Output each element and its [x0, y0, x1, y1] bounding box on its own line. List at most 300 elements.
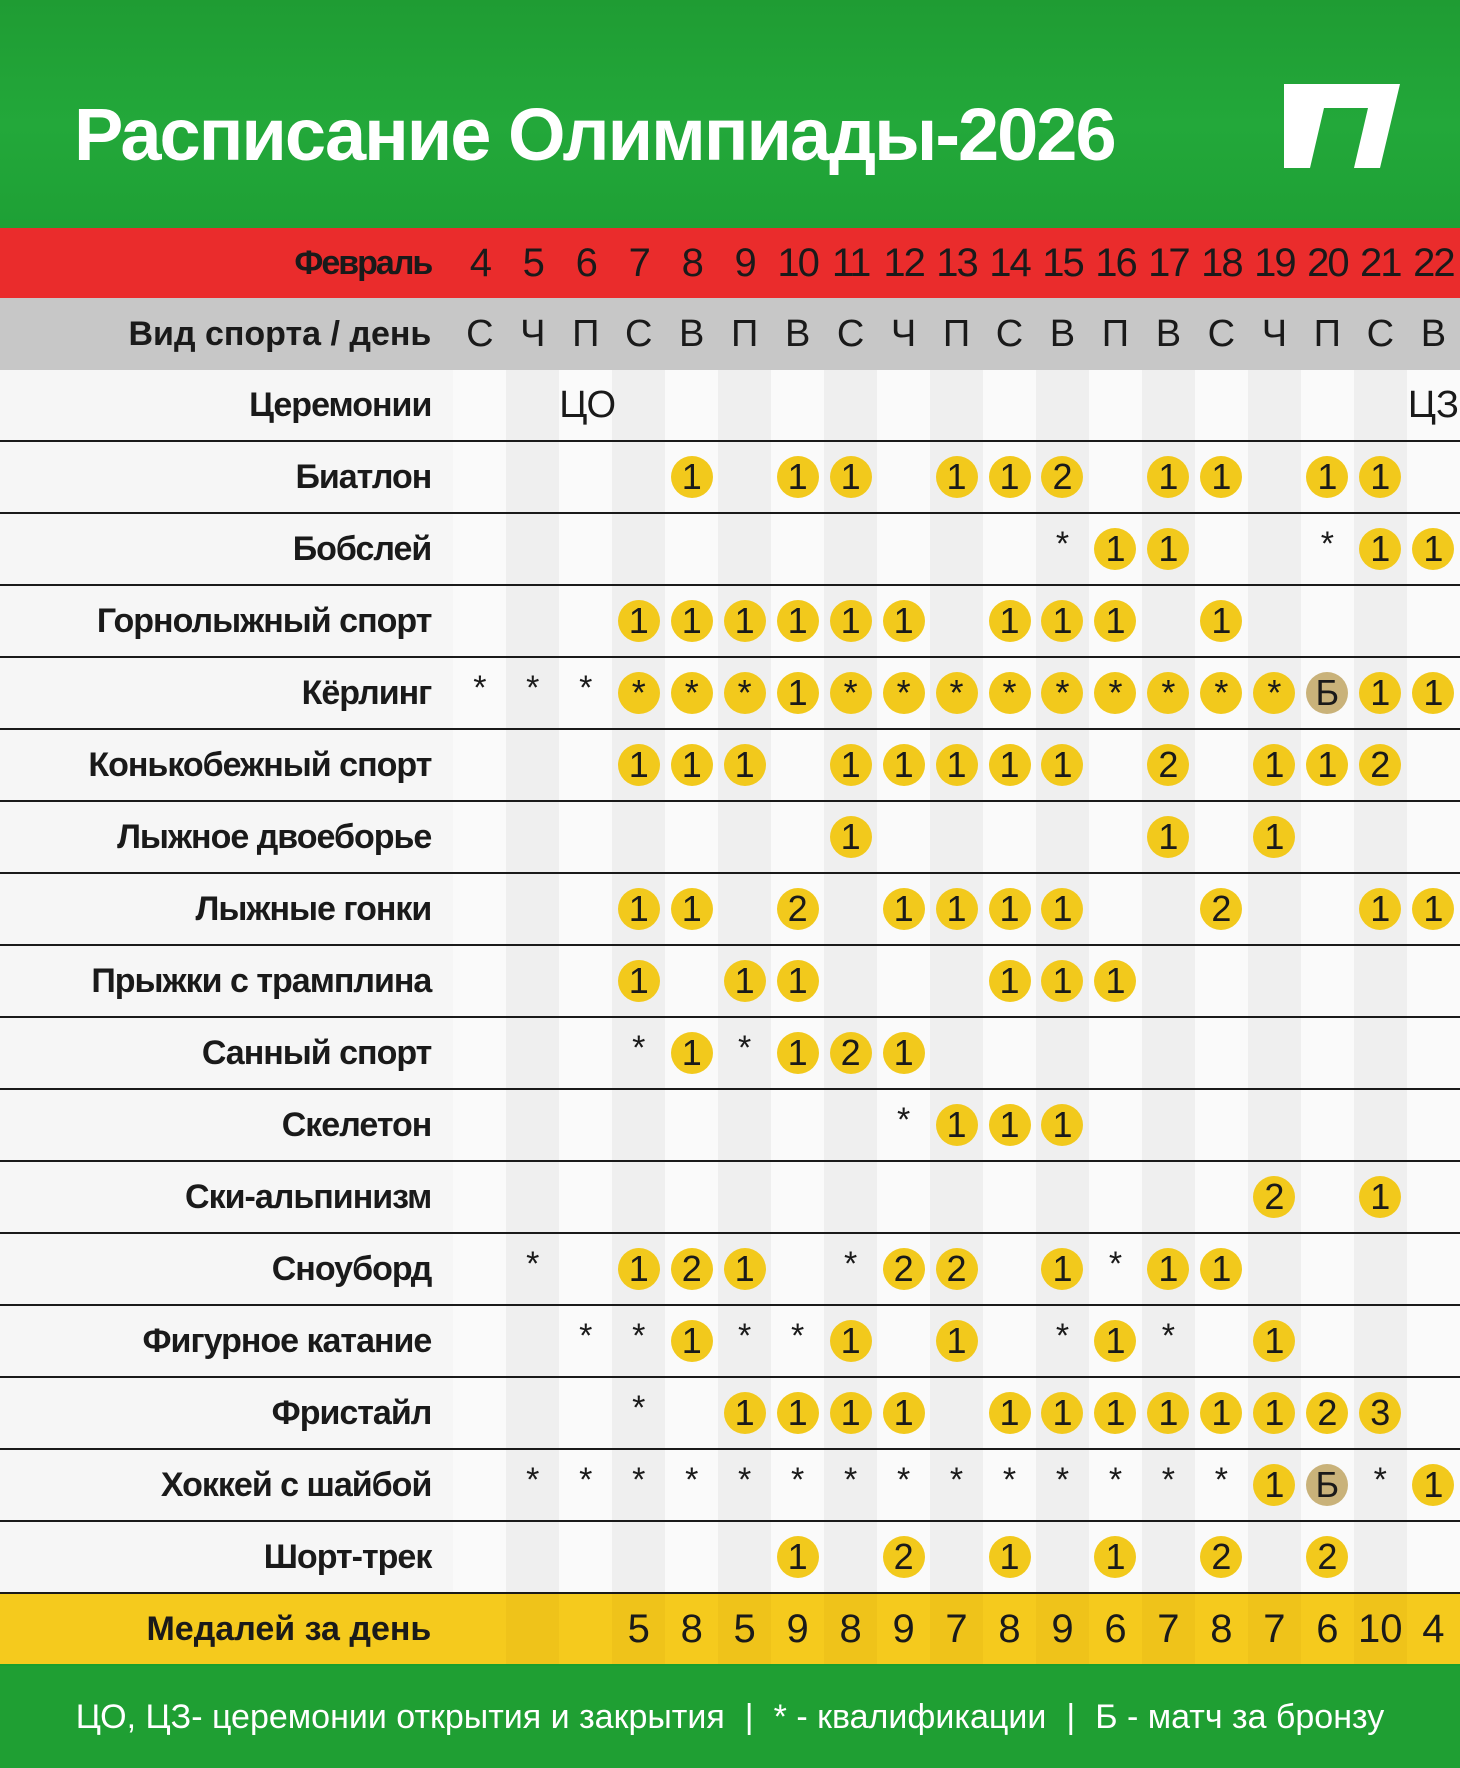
medal-count: 1: [1041, 1248, 1083, 1290]
qualification-medal-day: *: [1094, 672, 1136, 714]
total-cell: 8: [1195, 1593, 1248, 1664]
schedule-cell: [1142, 1089, 1195, 1161]
table-row: [0, 441, 1460, 513]
qualification-medal-day: *: [1253, 672, 1295, 714]
legend-ceremonies: ЦО, ЦЗ- церемонии открытия и закрытия: [75, 1697, 725, 1736]
schedule-cell: [1036, 1449, 1089, 1521]
sport-label: Санный спорт: [0, 1017, 453, 1089]
schedule-cell: [1407, 1449, 1460, 1521]
schedule-cell: [453, 1305, 506, 1377]
medal-count: 1: [1041, 888, 1083, 930]
schedule-cell: [930, 873, 983, 945]
schedule-cell: [877, 1233, 930, 1305]
qualification-medal-day: *: [671, 672, 713, 714]
total-cell: 9: [877, 1593, 930, 1664]
schedule-cell: [1301, 1449, 1354, 1521]
medal-count: 1: [883, 744, 925, 786]
schedule-cell: [1142, 585, 1195, 657]
medal-count: 1: [1041, 744, 1083, 786]
schedule-cell: [453, 1377, 506, 1449]
schedule-cell: [1142, 1521, 1195, 1593]
medal-count: 1: [1094, 528, 1136, 570]
qualification-mark: *: [896, 1100, 911, 1139]
schedule-cell: [983, 441, 1036, 513]
schedule-cell: [453, 1449, 506, 1521]
date-cell: 14: [983, 228, 1036, 298]
weekday-cell: С: [453, 298, 506, 370]
qualification-mark: *: [896, 1460, 911, 1499]
medal-count: 1: [1200, 1248, 1242, 1290]
schedule-cell: [1195, 873, 1248, 945]
schedule-cell: [559, 441, 612, 513]
schedule-cell: [1089, 1377, 1142, 1449]
sport-label: Фигурное катание: [0, 1305, 453, 1377]
legend-qualification: * - квалификации: [773, 1697, 1047, 1736]
schedule-cell: [612, 801, 665, 873]
schedule-cell: [1195, 1521, 1248, 1593]
schedule-cell: [1089, 1161, 1142, 1233]
weekday-cell: В: [1036, 298, 1089, 370]
schedule-cell: [1248, 1521, 1301, 1593]
schedule-cell: [559, 945, 612, 1017]
medal-count: 2: [936, 1248, 978, 1290]
schedule-cell: [983, 585, 1036, 657]
medal-count: 1: [1253, 744, 1295, 786]
schedule-cell: [453, 441, 506, 513]
schedule-cell: [1142, 1449, 1195, 1521]
schedule-cell: [1248, 1377, 1301, 1449]
logo-icon: [1284, 84, 1400, 168]
medal-count: 1: [1412, 672, 1454, 714]
qualification-mark: *: [1161, 1316, 1176, 1355]
schedule-cell: [771, 1305, 824, 1377]
schedule-cell: [1195, 1017, 1248, 1089]
weekday-cell: С: [612, 298, 665, 370]
schedule-cell: [930, 729, 983, 801]
date-cell: 7: [612, 228, 665, 298]
schedule-cell: [1354, 801, 1407, 873]
schedule-cell: [1301, 657, 1354, 729]
sport-label: Кёрлинг: [0, 657, 453, 729]
schedule-cell: [824, 873, 877, 945]
weekday-cell: П: [930, 298, 983, 370]
medal-count: 1: [777, 672, 819, 714]
dates-row: [0, 228, 1460, 298]
schedule-cell: [1248, 513, 1301, 585]
table-row: [0, 1521, 1460, 1593]
schedule-cell: [877, 729, 930, 801]
total-cell: 9: [1036, 1593, 1089, 1664]
date-cell: 11: [824, 228, 877, 298]
medal-count: 1: [671, 456, 713, 498]
schedule-cell: [1407, 441, 1460, 513]
date-cell: 9: [718, 228, 771, 298]
schedule-cell: [1248, 1305, 1301, 1377]
schedule-cell: [1301, 1017, 1354, 1089]
schedule-cell: [559, 1521, 612, 1593]
schedule-cell: [612, 1377, 665, 1449]
medal-count: 1: [989, 1104, 1031, 1146]
total-cell: 6: [1089, 1593, 1142, 1664]
schedule-cell: [718, 1521, 771, 1593]
schedule-cell: [930, 801, 983, 873]
schedule-cell: [1142, 513, 1195, 585]
bronze-match: Б: [1306, 672, 1348, 714]
schedule-cell: [824, 1377, 877, 1449]
schedule-cell: [824, 1305, 877, 1377]
schedule-cell: [506, 1089, 559, 1161]
qualification-mark: *: [632, 1316, 646, 1355]
schedule-cell: [1248, 1089, 1301, 1161]
date-cell: 13: [930, 228, 983, 298]
schedule-cell: [824, 801, 877, 873]
schedule-cell: [612, 1521, 665, 1593]
weekday-cell: Ч: [1248, 298, 1301, 370]
schedule-cell: [824, 1449, 877, 1521]
medal-count: 1: [1412, 528, 1454, 570]
schedule-cell: [1036, 945, 1089, 1017]
qualification-mark: *: [1002, 1460, 1017, 1499]
medal-count: 2: [883, 1248, 925, 1290]
schedule-cell: [718, 729, 771, 801]
schedule-cell: [665, 1449, 718, 1521]
schedule-cell: [983, 729, 1036, 801]
qualification-medal-day: *: [1041, 672, 1083, 714]
medal-count: 1: [724, 744, 766, 786]
medal-count: 1: [1412, 888, 1454, 930]
schedule-cell: [1354, 370, 1407, 441]
schedule-cell: [1248, 657, 1301, 729]
medal-count: 1: [618, 600, 660, 642]
schedule-cell: [718, 945, 771, 1017]
schedule-cell: [1407, 1377, 1460, 1449]
schedule-cell: [1195, 1089, 1248, 1161]
schedule-cell: [983, 1449, 1036, 1521]
schedule-cell: [1354, 585, 1407, 657]
schedule-cell: [1195, 1377, 1248, 1449]
medal-count: 1: [671, 1320, 713, 1362]
qualification-mark: *: [632, 1388, 646, 1427]
schedule-cell: [824, 370, 877, 441]
sport-label: Скелетон: [0, 1089, 453, 1161]
schedule-cell: [771, 370, 824, 441]
table-row: [0, 1017, 1460, 1089]
date-cell: 16: [1089, 228, 1142, 298]
weekday-cell: В: [771, 298, 824, 370]
schedule-cell: [612, 585, 665, 657]
date-cell: 22: [1407, 228, 1460, 298]
total-cell: 8: [665, 1593, 718, 1664]
qualification-mark: *: [843, 1244, 858, 1283]
qualification-mark: *: [1108, 1460, 1123, 1499]
legend: [0, 1666, 1460, 1768]
total-cell: 5: [718, 1593, 771, 1664]
schedule-cell: [1089, 513, 1142, 585]
qualification-mark: *: [526, 668, 540, 707]
date-cell: 12: [877, 228, 930, 298]
qualification-mark: *: [473, 668, 487, 707]
schedule-cell: [718, 873, 771, 945]
schedule-cell: [665, 873, 718, 945]
medal-count: 1: [936, 888, 978, 930]
sport-label: Лыжные гонки: [0, 873, 453, 945]
schedule-cell: [612, 513, 665, 585]
medal-count: 1: [777, 456, 819, 498]
medal-count: 1: [1094, 1320, 1136, 1362]
schedule-cell: [1354, 945, 1407, 1017]
schedule-cell: [1036, 1233, 1089, 1305]
medal-count: 1: [1094, 600, 1136, 642]
schedule-cell: [1089, 370, 1142, 441]
schedule-cell: [559, 873, 612, 945]
date-cell: 20: [1301, 228, 1354, 298]
schedule-cell: [506, 1161, 559, 1233]
medal-count: 1: [989, 600, 1031, 642]
total-cell: 7: [1248, 1593, 1301, 1664]
schedule-cell: [1089, 1305, 1142, 1377]
schedule-cell: [1142, 1233, 1195, 1305]
schedule-cell: [824, 441, 877, 513]
schedule-cell: [1195, 657, 1248, 729]
schedule-cell: [930, 370, 983, 441]
qualification-mark: *: [791, 1316, 805, 1355]
medal-count: 1: [724, 960, 766, 1002]
weekday-cell: Ч: [877, 298, 930, 370]
total-cell: 7: [930, 1593, 983, 1664]
schedule-cell: [824, 1161, 877, 1233]
totals-label: Медалей за день: [0, 1593, 453, 1664]
schedule-cell: [718, 441, 771, 513]
schedule-cell: [1142, 1017, 1195, 1089]
schedule-cell: [877, 1377, 930, 1449]
qualification-mark: *: [1373, 1460, 1387, 1499]
schedule-cell: [665, 1161, 718, 1233]
schedule-cell: [506, 1377, 559, 1449]
qualification-mark: *: [526, 1460, 540, 1499]
schedule-cell: [930, 1377, 983, 1449]
medal-count: 1: [1359, 888, 1401, 930]
schedule-cell: [930, 1089, 983, 1161]
qualification-medal-day: *: [830, 672, 872, 714]
schedule-cell: [506, 1521, 559, 1593]
weekday-cell: П: [1301, 298, 1354, 370]
ceremony-mark: ЦЗ: [1407, 383, 1459, 426]
schedule-cell: [771, 657, 824, 729]
schedule-cell: [1301, 1521, 1354, 1593]
header: [0, 0, 1460, 228]
schedule-cell: [718, 585, 771, 657]
medal-count: 1: [777, 1032, 819, 1074]
schedule-cell: [930, 1449, 983, 1521]
schedule-cell: [718, 801, 771, 873]
schedule-cell: [1089, 1017, 1142, 1089]
schedule-cell: [1407, 370, 1460, 441]
schedule-cell: [1407, 873, 1460, 945]
schedule-cell: [1301, 729, 1354, 801]
schedule-cell: [1354, 1521, 1407, 1593]
medal-count: 1: [1253, 1464, 1295, 1506]
schedule-cell: [453, 945, 506, 1017]
schedule-cell: [665, 945, 718, 1017]
weekday-label: Вид спорта / день: [0, 298, 453, 370]
schedule-cell: [506, 1017, 559, 1089]
schedule-cell: [453, 801, 506, 873]
schedule-cell: [771, 1161, 824, 1233]
weekday-cell: П: [718, 298, 771, 370]
medal-count: 1: [936, 744, 978, 786]
schedule-cell: [665, 801, 718, 873]
medal-count: 1: [671, 888, 713, 930]
schedule-cell: [877, 1521, 930, 1593]
schedule-cell: [877, 873, 930, 945]
schedule-cell: [1089, 1449, 1142, 1521]
schedule-cell: [1195, 1449, 1248, 1521]
schedule-cell: [453, 585, 506, 657]
schedule-cell: [1301, 1089, 1354, 1161]
sport-label: Церемонии: [0, 370, 453, 441]
schedule-cell: [1089, 729, 1142, 801]
schedule-cell: [1036, 1377, 1089, 1449]
date-cell: 4: [453, 228, 506, 298]
medal-count: 1: [724, 600, 766, 642]
schedule-cell: [877, 945, 930, 1017]
schedule-cell: [559, 657, 612, 729]
schedule-cell: [771, 729, 824, 801]
schedule-cell: [718, 513, 771, 585]
medal-count: 1: [830, 1392, 872, 1434]
schedule-cell: [1089, 1233, 1142, 1305]
schedule-cell: [877, 657, 930, 729]
schedule-cell: [1142, 441, 1195, 513]
schedule-cell: [824, 729, 877, 801]
schedule-cell: [506, 729, 559, 801]
schedule-cell: [1407, 1017, 1460, 1089]
total-cell: 10: [1354, 1593, 1407, 1664]
weekday-cell: В: [665, 298, 718, 370]
sport-label: Прыжки с трамплина: [0, 945, 453, 1017]
schedule-cell: [771, 1089, 824, 1161]
weekday-cell: П: [559, 298, 612, 370]
schedule-cell: [1248, 729, 1301, 801]
month-label: Февраль: [0, 228, 453, 298]
schedule-cell: [1036, 729, 1089, 801]
schedule-cell: [983, 1377, 1036, 1449]
schedule-cell: [1354, 1233, 1407, 1305]
schedule-cell: [1036, 873, 1089, 945]
sport-label: Ски-альпинизм: [0, 1161, 453, 1233]
schedule-cell: [771, 1017, 824, 1089]
schedule-cell: [983, 1089, 1036, 1161]
schedule-cell: [1248, 873, 1301, 945]
medal-count: 1: [936, 1320, 978, 1362]
schedule-cell: [665, 729, 718, 801]
schedule-cell: [983, 513, 1036, 585]
schedule-cell: [1407, 1305, 1460, 1377]
schedule-cell: [612, 1089, 665, 1161]
date-cell: 8: [665, 228, 718, 298]
schedule-cell: [453, 657, 506, 729]
medal-count: 1: [671, 744, 713, 786]
schedule-cell: [1301, 441, 1354, 513]
schedule-cell: [1354, 441, 1407, 513]
medal-count: 1: [1041, 1392, 1083, 1434]
medal-count: 2: [830, 1032, 872, 1074]
schedule-cell: [1248, 1449, 1301, 1521]
qualification-medal-day: *: [883, 672, 925, 714]
schedule-cell: [824, 1017, 877, 1089]
sport-label: Фристайл: [0, 1377, 453, 1449]
schedule-cell: [506, 513, 559, 585]
total-cell: [453, 1593, 506, 1664]
total-cell: 7: [1142, 1593, 1195, 1664]
schedule-cell: [1036, 1089, 1089, 1161]
schedule-cell: [718, 1017, 771, 1089]
schedule-cell: [506, 370, 559, 441]
total-cell: [506, 1593, 559, 1664]
schedule-cell: [1248, 441, 1301, 513]
medal-count: 2: [1200, 888, 1242, 930]
schedule-cell: [771, 1449, 824, 1521]
schedule-cell: [930, 1161, 983, 1233]
schedule-cell: [877, 441, 930, 513]
schedule-cell: [1142, 801, 1195, 873]
schedule-cell: [612, 1305, 665, 1377]
weekday-cell: В: [1407, 298, 1460, 370]
medal-count: 1: [777, 1392, 819, 1434]
medal-count: 2: [1306, 1536, 1348, 1578]
schedule-cell: [1195, 1161, 1248, 1233]
medal-count: 1: [883, 1392, 925, 1434]
schedule-cell: [453, 1161, 506, 1233]
schedule-cell: [1036, 441, 1089, 513]
schedule-cell: [877, 1305, 930, 1377]
medal-count: 2: [1359, 744, 1401, 786]
table-row: [0, 1089, 1460, 1161]
schedule-cell: [665, 1017, 718, 1089]
schedule-cell: [612, 1449, 665, 1521]
total-cell: 8: [824, 1593, 877, 1664]
schedule-cell: [559, 1377, 612, 1449]
schedule-cell: [771, 1521, 824, 1593]
schedule-cell: [1301, 585, 1354, 657]
total-cell: 8: [983, 1593, 1036, 1664]
schedule-cell: [1142, 729, 1195, 801]
schedule-cell: [771, 585, 824, 657]
schedule-cell: [1195, 441, 1248, 513]
qualification-mark: *: [685, 1460, 699, 1499]
schedule-cell: [559, 370, 617, 441]
schedule-cell: [877, 1161, 930, 1233]
table-row: [0, 657, 1460, 729]
medal-count: 1: [883, 888, 925, 930]
schedule-cell: [453, 370, 506, 441]
schedule-cell: [1354, 873, 1407, 945]
date-cell: 15: [1036, 228, 1089, 298]
qualification-mark: *: [579, 668, 593, 707]
schedule-cell: [453, 729, 506, 801]
schedule-cell: [453, 513, 506, 585]
schedule-cell: [1354, 1377, 1407, 1449]
schedule-cell: [1036, 1017, 1089, 1089]
date-cell: 5: [506, 228, 559, 298]
schedule-cell: [1301, 1377, 1354, 1449]
schedule-cell: [718, 1305, 771, 1377]
medal-count: 1: [1147, 528, 1189, 570]
table-row: [0, 1233, 1460, 1305]
qualification-mark: *: [1320, 524, 1334, 563]
schedule-cell: [1354, 513, 1407, 585]
schedule-cell: [1089, 657, 1142, 729]
